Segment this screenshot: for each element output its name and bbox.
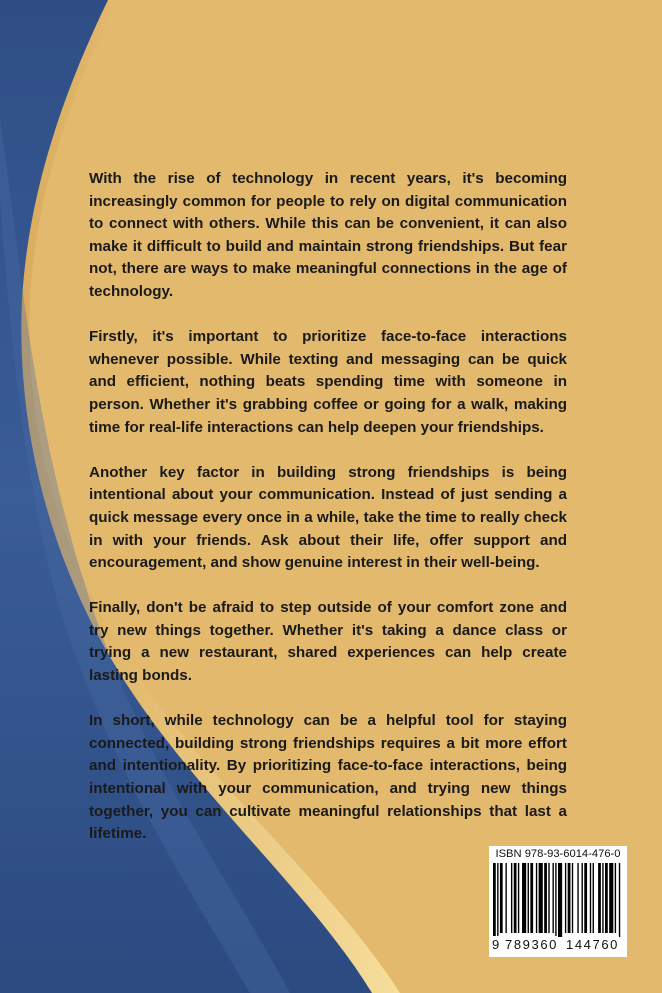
barcode-digits-right: 144760	[566, 937, 619, 952]
barcode-bar	[619, 863, 620, 937]
blurb-paragraph: Another key factor in building strong friendships is being intentional about your communication. Instead of just sending a quick message every once in a while, take the time to really check in with your friends. Ask about their life, offer support and encouragement, and show genuine interest in their well-being.	[89, 463, 567, 572]
barcode-bar	[590, 863, 591, 933]
barcode-bar	[518, 863, 519, 933]
barcode-bar	[572, 863, 573, 933]
barcode-bar	[568, 863, 571, 933]
barcode-bar	[539, 863, 543, 933]
barcode-bar	[536, 863, 537, 933]
barcode-bars	[493, 863, 623, 937]
barcode-bar	[552, 863, 553, 933]
barcode-bar	[602, 863, 603, 933]
barcode-bar	[544, 863, 547, 933]
blurb-paragraph: With the rise of technology in recent years, it's becoming increasingly common for people to rely on digital communication to connect with others. While this can be convenient, it can also make it difficult to build and maintain strong friendships. But fear not, there are ways to make meaningful connections in the age of technology.	[89, 170, 567, 300]
barcode-bar	[511, 863, 512, 933]
blurb-paragraph: Firstly, it's important to prioritize face-to-face interactions whenever possible. While texting and messaging can be quick and efficient, nothing beats spending time with someone in person. Whether it's grabbing coffee or going for a walk, making time for real-life interactions can help deepen your friendships.	[89, 328, 567, 436]
barcode-bar	[577, 863, 578, 933]
barcode-bar	[497, 863, 498, 937]
barcode-bar	[558, 863, 562, 937]
barcode-bar	[548, 863, 549, 933]
barcode-bar	[593, 863, 594, 933]
isbn-barcode	[489, 846, 627, 957]
isbn-label: ISBN 978-93-6014-476-0	[495, 848, 621, 860]
barcode-bar	[605, 863, 608, 933]
barcode-bar	[615, 863, 616, 933]
barcode-bar	[598, 863, 601, 933]
barcode-digits-left: 789360	[505, 937, 558, 952]
blurb-paragraph: Finally, don't be afraid to step outside of your comfort zone and try new things together. Whether it's taking a dance class or trying a new restaurant, shared experiences can help create lasting bonds.	[89, 599, 567, 685]
barcode-bar	[584, 863, 587, 933]
barcode-bar	[493, 863, 496, 937]
barcode-bar	[500, 863, 503, 933]
barcode-bar	[582, 863, 583, 933]
barcode-bar	[505, 863, 506, 933]
barcode-bar	[522, 863, 526, 933]
barcode-bar	[565, 863, 566, 933]
barcode-digit-lead: 9	[492, 937, 500, 952]
back-cover-blurb	[89, 168, 567, 868]
barcode-bar	[528, 863, 529, 933]
barcode-bar	[530, 863, 533, 933]
barcode-bar	[555, 863, 556, 937]
blurb-paragraph: In short, while technology can be a helpful tool for staying connected, building strong friendships requires a bit more effort and intentionality. By prioritizing face-to-face interactions, being intentional with your communication, and trying new things together, you can cultivate meaningful relationships that last a lifetime.	[89, 712, 567, 843]
barcode-bar	[609, 863, 613, 933]
barcode-bar	[514, 863, 517, 933]
barcode-digits	[489, 936, 627, 954]
